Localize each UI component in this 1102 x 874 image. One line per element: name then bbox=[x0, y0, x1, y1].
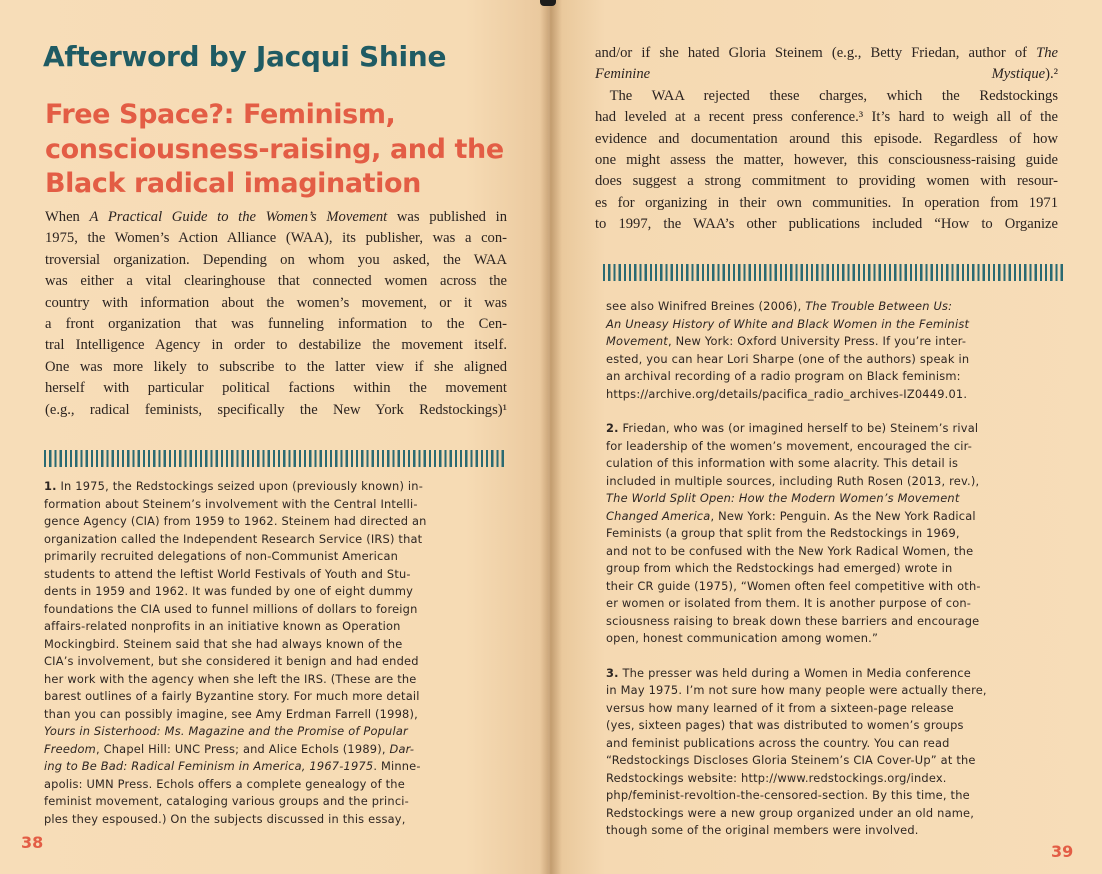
text-run: than you can possibly imagine, see Amy Erdman Farrell (1998), bbox=[44, 706, 418, 721]
text-line bbox=[606, 316, 1068, 334]
text-line bbox=[606, 700, 1068, 718]
text-run: feminist movement, cataloging various groups and the princi- bbox=[44, 794, 409, 808]
text-run: (yes, sixteen pages) that was distributed to women’s groups bbox=[606, 718, 964, 732]
text-run: culation of this information with some alacrity. This detail is bbox=[606, 456, 959, 470]
text-run: included in multiple sources, including Ruth Rosen (2013, rev.), bbox=[606, 473, 980, 488]
text-line bbox=[606, 333, 1068, 351]
text-run: organization called the Independent Research Service (IRS) that bbox=[44, 531, 423, 546]
text-line bbox=[606, 525, 1068, 543]
italic-run: The Trouble Between Us: bbox=[805, 299, 953, 313]
essay-title bbox=[45, 98, 535, 202]
text-run: https://archive.org/details/pacifica_radio_archives-IZ0449.01. bbox=[606, 386, 968, 401]
text-run: Mockingbird. Steinem said that she had always known of the bbox=[44, 636, 403, 651]
text-line bbox=[606, 613, 1068, 631]
gutter-mark bbox=[540, 0, 556, 6]
text-line bbox=[606, 420, 1068, 438]
text-line bbox=[595, 129, 1058, 150]
text-line bbox=[45, 207, 507, 228]
text-run: was either a vital clearinghouse that connected women across the bbox=[45, 273, 507, 290]
text-run: php/feminist-revoltion-the-censored-section. By this time, the bbox=[606, 788, 970, 802]
italic-run: Changed America bbox=[606, 508, 711, 523]
text-run: , New York: Oxford University Press. If you’re inter- bbox=[667, 334, 967, 348]
text-run: herself with particular political factions within the movement bbox=[45, 380, 507, 397]
text-line bbox=[606, 473, 1068, 491]
text-run: In 1975, the Redstockings seized upon (previously known) in- bbox=[56, 479, 424, 493]
body-text-left bbox=[45, 207, 507, 421]
note-gap bbox=[606, 403, 1068, 420]
text-line bbox=[595, 150, 1058, 171]
text-line bbox=[606, 787, 1068, 805]
text-line bbox=[45, 314, 507, 335]
text-line bbox=[606, 438, 1068, 456]
italic-run: A Practical Guide to the Women’s Movement bbox=[89, 209, 388, 225]
text-run: an archival recording of a radio program on Black feminism: bbox=[606, 369, 961, 383]
text-line bbox=[44, 478, 514, 496]
text-line bbox=[44, 496, 514, 514]
text-line bbox=[606, 595, 1068, 613]
italic-run: Feminine Mystique bbox=[595, 66, 1046, 83]
text-run: sciousness raising to break down these barriers and encourage bbox=[606, 613, 980, 628]
text-run: When bbox=[45, 209, 90, 225]
body-text-right bbox=[595, 43, 1058, 236]
text-run: her work with the agency when she left the IRS. (These are the bbox=[44, 671, 417, 686]
text-run: Redstockings were a new group organized under an old name, bbox=[606, 805, 975, 820]
text-line bbox=[606, 351, 1068, 369]
essay-title-line: Black radical imagination bbox=[45, 168, 421, 199]
footnote-marker: 2. bbox=[606, 421, 619, 435]
text-run: troversial organization. Depending on whom you asked, the WAA bbox=[45, 251, 507, 268]
text-line bbox=[606, 770, 1068, 788]
italic-run: Yours in Sisterhood: Ms. Magazine and the Promise of Popular bbox=[44, 724, 408, 738]
text-line bbox=[45, 250, 507, 271]
text-line bbox=[44, 706, 514, 724]
text-line bbox=[606, 386, 1068, 404]
text-line bbox=[606, 805, 1068, 823]
text-line bbox=[45, 335, 507, 356]
left-page bbox=[0, 0, 548, 874]
text-line bbox=[595, 86, 1058, 107]
text-run: see also Winifred Breines (2006), bbox=[606, 299, 806, 313]
text-line bbox=[44, 566, 514, 584]
text-line bbox=[45, 271, 507, 292]
text-run: Feminists (a group that split from the Redstockings in 1969, bbox=[606, 526, 960, 540]
text-run: foundations the CIA used to funnel millions of dollars to foreign bbox=[44, 601, 418, 616]
text-line bbox=[44, 688, 514, 706]
text-run: to 1997, the WAA’s other publications included “How to Organize bbox=[595, 216, 1058, 233]
text-line bbox=[606, 682, 1068, 700]
text-run: barest outlines of a fairly Byzantine story. For much more detail bbox=[44, 689, 420, 703]
text-line bbox=[44, 811, 514, 829]
essay-title-line: Free Space?: Feminism, bbox=[45, 99, 396, 130]
text-line bbox=[606, 665, 1068, 683]
text-run: for leadership of the women’s movement, encouraged the cir- bbox=[606, 438, 973, 453]
italic-run: The bbox=[1036, 45, 1058, 61]
text-run: and feminist publications across the country. You can read bbox=[606, 735, 950, 750]
footnote-divider bbox=[603, 264, 1065, 281]
italic-run: The World Split Open: How the Modern Women’s Movement bbox=[606, 491, 960, 505]
footnote-1 bbox=[44, 478, 514, 828]
footnote-3 bbox=[606, 665, 1068, 840]
footnote-marker: 1. bbox=[44, 479, 57, 493]
text-line bbox=[44, 583, 514, 601]
text-line bbox=[606, 822, 1068, 840]
text-line bbox=[606, 298, 1068, 316]
text-run: One was more likely to subscribe to the latter view if she aligned bbox=[45, 358, 507, 375]
text-run: though some of the original members were involved. bbox=[606, 823, 919, 837]
text-run: The presser was held during a Women in Media conference bbox=[618, 665, 971, 680]
text-line bbox=[44, 653, 514, 671]
text-run: and/or if she hated Gloria Steinem (e.g., Betty Friedan, author of bbox=[595, 45, 1037, 61]
italic-run: Movement bbox=[606, 334, 668, 348]
italic-run: ing to Be Bad: Radical Feminism in America, 1967-1975 bbox=[44, 759, 374, 773]
text-line bbox=[606, 368, 1068, 386]
text-run: ).² bbox=[1045, 66, 1058, 83]
text-line bbox=[595, 43, 1058, 64]
text-run: 1975, the Women’s Action Alliance (WAA), its publisher, was a con- bbox=[45, 230, 507, 247]
text-line bbox=[606, 543, 1068, 561]
book-gutter bbox=[540, 0, 562, 874]
text-run: formation about Steinem’s involvement with the Central Intelli- bbox=[44, 496, 418, 511]
text-line bbox=[44, 531, 514, 549]
essay-title-line: consciousness-raising, and the bbox=[45, 133, 504, 165]
footnote-2 bbox=[606, 420, 1068, 648]
text-run: The WAA rejected these charges, which the Redstockings bbox=[595, 87, 1058, 104]
text-line bbox=[606, 578, 1068, 596]
footnote-divider bbox=[44, 450, 505, 467]
text-run: CIA’s involvement, but she considered it benign and had ended bbox=[44, 654, 419, 668]
text-run: affairs-related nonprofits in an initiative known as Operation bbox=[44, 619, 401, 633]
text-run: one might assess the matter, however, this consciousness-raising guide bbox=[595, 152, 1058, 169]
text-run: (e.g., radical feminists, specifically the New York Redstockings)¹ bbox=[45, 401, 507, 418]
text-run: does suggest a strong commitment to providing women with resour- bbox=[595, 173, 1058, 190]
text-line bbox=[44, 636, 514, 654]
text-run: was published in bbox=[387, 209, 507, 225]
footnotes-right bbox=[606, 298, 1068, 840]
text-line bbox=[45, 357, 507, 378]
text-line bbox=[606, 630, 1068, 648]
text-run: in May 1975. I’m not sure how many people were actually there, bbox=[606, 683, 987, 697]
text-run: and not to be confused with the New York Radical Women, the bbox=[606, 543, 974, 558]
text-line bbox=[595, 171, 1058, 192]
text-run: es for organizing in their own communities. In operation from 1971 bbox=[595, 194, 1058, 211]
right-page bbox=[550, 0, 1102, 874]
text-run: open, honest communication among women.” bbox=[606, 631, 879, 645]
text-line bbox=[44, 741, 514, 759]
text-run: dents in 1959 and 1962. It was funded by one of eight dummy bbox=[44, 584, 414, 598]
text-run: gence Agency (CIA) from 1959 to 1962. Steinem had directed an bbox=[44, 514, 427, 528]
text-run: country with information about the women’s movement, or it was bbox=[45, 294, 507, 311]
text-line bbox=[45, 228, 507, 249]
text-run: , Chapel Hill: UNC Press; and Alice Echols (1989), bbox=[95, 741, 390, 756]
text-line bbox=[44, 513, 514, 531]
text-line bbox=[606, 560, 1068, 578]
text-run: students to attend the leftist World Festivals of Youth and Stu- bbox=[44, 566, 411, 581]
text-line bbox=[606, 455, 1068, 473]
text-line bbox=[44, 723, 514, 741]
text-run: group from which the Redstockings had emerged) wrote in bbox=[606, 561, 953, 575]
text-line bbox=[45, 400, 507, 421]
text-run: a front organization that was funneling information to the Cen- bbox=[45, 316, 507, 333]
page-number-left: 38 bbox=[21, 833, 44, 852]
text-run: , New York: Penguin. As the New York Radical bbox=[710, 508, 976, 523]
text-line bbox=[44, 671, 514, 689]
text-run: had leveled at a recent press conference.³ It’s hard to weigh all of the bbox=[595, 109, 1058, 126]
text-run: tral Intelligence Agency in order to destabilize the movement itself. bbox=[45, 337, 507, 354]
italic-run: An Uneasy History of White and Black Women in the Feminist bbox=[606, 316, 970, 331]
text-line bbox=[44, 758, 514, 776]
text-run: ples they espoused.) On the subjects discussed in this essay, bbox=[44, 811, 406, 826]
footnotes-left bbox=[44, 478, 514, 828]
text-line bbox=[606, 508, 1068, 526]
text-run: primarily recruited delegations of non-Communist American bbox=[44, 549, 399, 563]
footnote-1-continued bbox=[606, 298, 1068, 403]
text-run: Friedan, who was (or imagined herself to be) Steinem’s rival bbox=[618, 421, 979, 435]
text-line bbox=[595, 193, 1058, 214]
text-line bbox=[45, 378, 507, 399]
text-line bbox=[44, 793, 514, 811]
note-gap bbox=[606, 648, 1068, 665]
text-run: versus how many learned of it from a sixteen-page release bbox=[606, 700, 954, 715]
text-line bbox=[44, 776, 514, 794]
text-run: Redstockings website: http://www.redstockings.org/index. bbox=[606, 770, 947, 785]
text-line bbox=[45, 293, 507, 314]
text-run: their CR guide (1975), “Women often feel competitive with oth- bbox=[606, 578, 981, 593]
italic-run: Freedom bbox=[44, 741, 96, 756]
text-run: “Redstockings Discloses Gloria Steinem’s CIA Cover-Up” at the bbox=[606, 753, 976, 767]
text-line bbox=[606, 735, 1068, 753]
afterword-heading: Afterword by Jacqui Shine bbox=[43, 40, 447, 73]
text-run: evidence and documentation around this episode. Regardless of how bbox=[595, 130, 1058, 147]
text-line bbox=[606, 490, 1068, 508]
text-line bbox=[595, 214, 1058, 235]
text-line bbox=[595, 107, 1058, 128]
footnote-marker: 3. bbox=[606, 665, 619, 680]
text-line bbox=[44, 601, 514, 619]
text-run: . Minne- bbox=[373, 759, 421, 773]
text-line bbox=[606, 752, 1068, 770]
text-line bbox=[44, 548, 514, 566]
text-line bbox=[606, 717, 1068, 735]
text-run: apolis: UMN Press. Echols offers a complete genealogy of the bbox=[44, 776, 405, 791]
italic-run: Dar- bbox=[389, 741, 415, 756]
page-number-right: 39 bbox=[1051, 842, 1074, 861]
text-line bbox=[595, 64, 1058, 85]
text-run: ested, you can hear Lori Sharpe (one of the authors) speak in bbox=[606, 351, 970, 366]
text-line bbox=[44, 618, 514, 636]
text-run: er women or isolated from them. It is another purpose of con- bbox=[606, 596, 972, 610]
